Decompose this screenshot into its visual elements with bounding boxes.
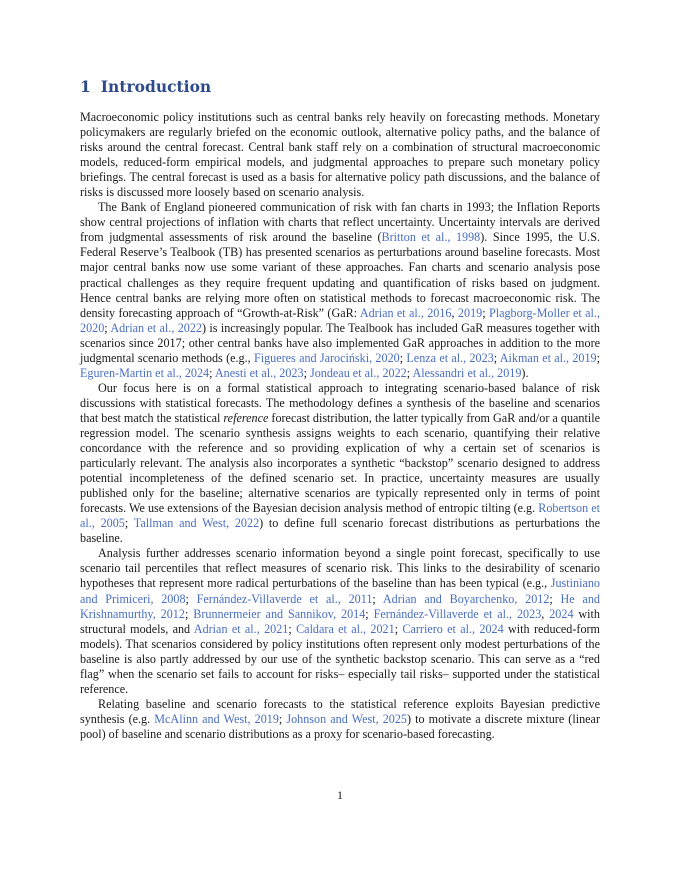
citation-link[interactable]: Carriero et al., 2024: [402, 621, 504, 636]
citation-link[interactable]: Adrian et al., 2022: [110, 320, 202, 335]
citation-link[interactable]: 2024: [549, 606, 574, 621]
citation-link[interactable]: Figueres and Jarociński, 2020: [253, 350, 400, 365]
body-text: [80, 110, 600, 742]
citation-link[interactable]: Johnson and West, 2025: [286, 711, 407, 726]
section-number: 1: [80, 77, 91, 96]
paragraph: Analysis further addresses scenario information beyond a single point forecast, specifically to use scenario tail percentiles that reflect measures of scenario risk. This links to the desirability of scenario hypotheses that represent more radical perturbations of the baseline than has been typical (e.g., Justiniano and Primiceri, 2008; Fernández-Villaverde et al., 2011; Adrian and Boyarchenko, 2012; He and Krishnamurthy, 2012; Brunnermeier and Sannikov, 2014; Fernández-Villaverde et al., 2023, 2024 with structural models, and Adrian et al., 2021; Caldara et al., 2021; Carriero et al., 2024 with reduced-form models). That scenarios considered by policy institutions often represent only modest perturbations of the baseline is also partly addressed by our use of the synthetic backstop scenario. This can serve as a “red flag” when the scenario set fails to account for risks– especially tail risks– supported under the statistical reference.: [80, 546, 601, 696]
citation-link[interactable]: Aikman et al., 2019: [499, 350, 597, 365]
paragraph: The Bank of England pioneered communication of risk with fan charts in 1993; the Inflation Reports show central projections of inflation with charts that reflect uncertainty. Uncertainty intervals are derived from judgmental assessments of risk around the baseline (Britton et al., 1998). Since 1995, the U.S. Federal Reserve’s Tealbook (TB) has presented scenarios as perturbations around baseline forecasts. Most major central banks now use some variant of these approaches. Fan charts and scenario analysis pose practical challenges as they require frequent updating and quantification of risks based on judgment. Hence central banks are relying more often on statistical methods to forecast macroeconomic risk. The density forecasting approach of “Growth-at-Risk” (GaR: Adrian et al., 2016, 2019; Plagborg-Moller et al., 2020; Adrian et al., 2022) is increasingly popular. The Tealbook has included GaR measures together with scenarios since 2017; other central banks have also implemented GaR approaches in addition to the more judgmental scenario methods (e.g., Figueres and Jarociński, 2020; Lenza et al., 2023; Aikman et al., 2019; Eguren-Martin et al., 2024; Anesti et al., 2023; Jondeau et al., 2022; Alessandri et al., 2019).: [80, 200, 600, 380]
citation-link[interactable]: 2019: [457, 305, 483, 320]
citation-link[interactable]: Robertson et al., 2005: [80, 501, 600, 531]
citation-link[interactable]: Jondeau et al., 2022: [309, 365, 407, 380]
citation-link[interactable]: McAlinn and West, 2019: [154, 711, 279, 726]
citation-link[interactable]: He and Krishnamurthy, 2012: [80, 591, 600, 621]
citation-link[interactable]: Tallman and West, 2022: [133, 516, 260, 531]
page-number: 1: [337, 788, 343, 802]
citation-link[interactable]: Fernández-Villaverde et al., 2023: [373, 606, 542, 621]
citation-link[interactable]: Lenza et al., 2023: [406, 350, 494, 365]
citation-link[interactable]: Britton et al., 1998: [381, 230, 481, 245]
section-heading: [80, 76, 211, 98]
section-title: Introduction: [100, 77, 212, 96]
citation-link[interactable]: Adrian et al., 2016: [359, 305, 452, 320]
paragraph: Macroeconomic policy institutions such as central banks rely heavily on forecasting methods. Monetary policymakers are regularly briefed on the economic outlook, alternative policy paths, and the balance of risks around the central forecast. Central bank staff rely on a combination of structural macroeconomic models, reduced-form empirical models, and judgmental approaches to prepare such monetary policy briefings. The central forecast is used as a basis for alternative policy path discussions, and the balance of risks is discussed more loosely based on scenario analysis.: [80, 110, 600, 200]
paragraph: Our focus here is on a formal statistical approach to integrating scenario-based balance of risk discussions with statistical forecasts. The methodology defines a synthesis of the baseline and scenarios that best match the statistical reference forecast distribution, the latter typically from GaR and/or a quantile regression model. The scenario synthesis assigns weights to each scenario, quantifying their relative concordance with the reference and so providing explication of why a certain set of scenarios is particularly relevant. The analysis also incorporates a synthetic “backstop” scenario designed to address potential incompleteness of the defined scenario set. In practice, uncertainty measures are usually published only for the baseline; alternative scenarios are typically represented only in terms of point forecasts. We use extensions of the Bayesian decision analysis method of entropic tilting (e.g. Robertson et al., 2005; Tallman and West, 2022) to define full scenario forecast distributions as perturbations the baseline.: [80, 380, 600, 546]
citation-link[interactable]: Adrian and Boyarchenko, 2012: [382, 591, 550, 606]
citation-link[interactable]: Adrian et al., 2021: [193, 621, 289, 636]
citation-link[interactable]: Plagborg-Moller et al., 2020: [80, 305, 600, 335]
citation-link[interactable]: Eguren-Martin et al., 2024: [80, 365, 210, 380]
citation-link[interactable]: Alessandri et al., 2019: [412, 365, 522, 380]
citation-link[interactable]: Caldara et al., 2021: [296, 621, 395, 636]
citation-link[interactable]: Anesti et al., 2023: [214, 365, 304, 380]
citation-link[interactable]: Fernández-Villaverde et al., 2011: [196, 591, 373, 606]
citation-link[interactable]: Brunnermeier and Sannikov, 2014: [193, 606, 366, 621]
citation-link[interactable]: Justiniano and Primiceri, 2008: [80, 576, 600, 606]
paragraph: Relating baseline and scenario forecasts to the statistical reference exploits Bayesian predictive synthesis (e.g. McAlinn and West, 2019; Johnson and West, 2025) to motivate a discrete mixture (linear pool) of baseline and scenario distributions as a proxy for scenario-based forecasting.: [80, 696, 600, 741]
emphasis: reference: [223, 410, 269, 425]
